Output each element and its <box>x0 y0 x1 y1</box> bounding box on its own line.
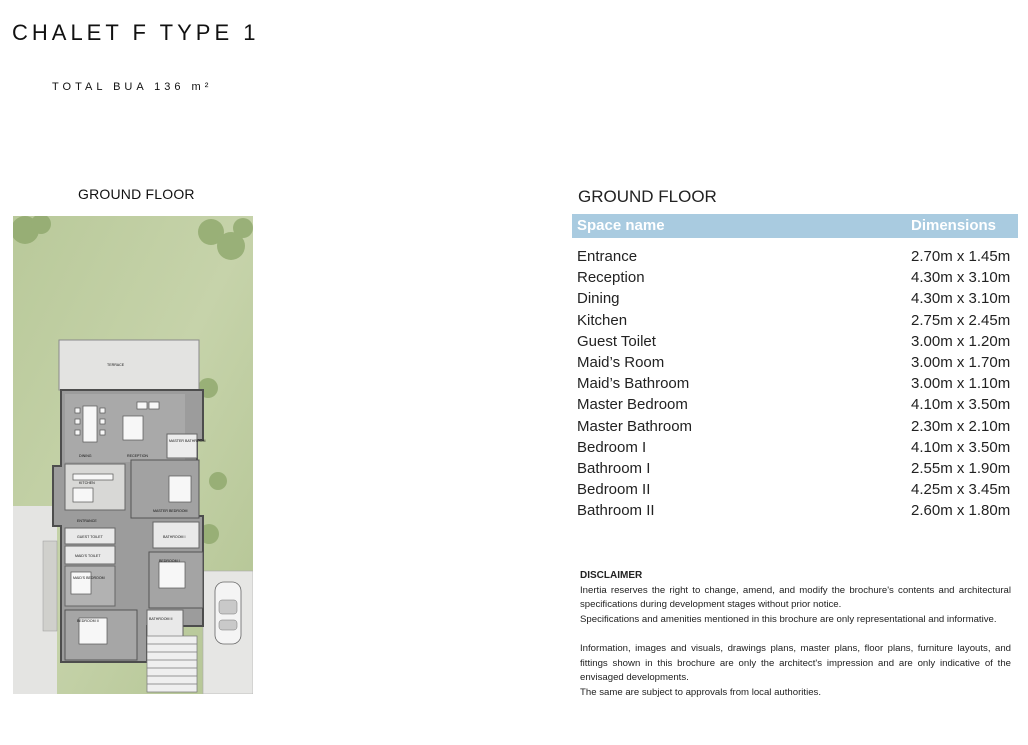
label-bathroom-2: BATHROOM II <box>149 617 173 621</box>
column-header-dimensions: Dimensions <box>911 217 997 234</box>
dimensions-cell: 2.75m x 2.45m <box>911 311 1011 329</box>
label-maids-toilet: MAID'S TOILET <box>75 554 101 558</box>
space-name-cell: Maid’s Bathroom <box>577 375 690 393</box>
dimensions-cell: 2.70m x 1.45m <box>911 248 1011 265</box>
table-row <box>577 480 1017 501</box>
dimensions-cell: 4.10m x 3.50m <box>911 438 1011 456</box>
table-row <box>577 417 1017 438</box>
bathroom-2 <box>147 610 183 640</box>
disclaimer <box>580 569 1011 700</box>
space-name-cell: Dining <box>577 290 620 308</box>
dimensions-cell: 2.30m x 2.10m <box>911 417 1011 435</box>
disclaimer-paragraph: Inertia reserves the right to change, amend, and modify the brochure's contents and architectural specifications during development stages without prior notice. <box>580 584 1011 611</box>
space-name-cell: Reception <box>577 269 645 287</box>
space-name-cell: Entrance <box>577 248 638 265</box>
space-name-cell: Bedroom II <box>577 481 651 499</box>
floor-plan <box>13 216 253 694</box>
disclaimer-paragraph: Information, images and visuals, drawings plans, master plans, floor plans, furniture layouts, and fittings shown in this brochure are only the architect's impression and are only indicative of the envisaged developments. <box>580 642 1011 684</box>
label-guest-toilet: GUEST TOILET <box>77 535 103 539</box>
table-row <box>577 438 1017 459</box>
dimensions-cell: 4.10m x 3.50m <box>911 396 1011 414</box>
page-title: CHALET F TYPE 1 <box>12 20 260 45</box>
column-header-space-name: Space name <box>577 217 665 234</box>
space-name-cell: Bathroom II <box>577 502 655 520</box>
plan-heading: GROUND FLOOR <box>78 186 195 202</box>
total-bua: TOTAL BUA 136 m² <box>52 81 213 93</box>
table-row <box>577 289 1017 310</box>
space-name-cell: Guest Toilet <box>577 332 656 350</box>
dimensions-cell: 4.30m x 3.10m <box>911 269 1011 287</box>
label-dining: DINING <box>79 454 92 458</box>
label-maids-bedroom: MAID'S BEDROOM <box>73 576 105 580</box>
space-name-cell: Kitchen <box>577 311 628 329</box>
label-terrace: TERRACE <box>107 363 125 367</box>
dimensions-cell: 3.00m x 1.10m <box>911 375 1011 393</box>
label-master-bedroom: MASTER BEDROOM <box>153 509 188 513</box>
space-name-cell: Master Bathroom <box>577 417 693 435</box>
car-icon <box>215 582 241 644</box>
space-name-cell: Bedroom I <box>577 438 647 456</box>
disclaimer-heading: DISCLAIMER <box>580 570 643 581</box>
disclaimer-paragraph: Specifications and amenities mentioned in this brochure are only representational and informative. <box>580 613 997 625</box>
table-row <box>577 501 1017 522</box>
dimensions-cell: 2.55m x 1.90m <box>911 459 1011 477</box>
dimensions-cell: 3.00m x 1.70m <box>911 353 1011 371</box>
table-row <box>577 247 1017 268</box>
master-bathroom <box>167 434 197 458</box>
space-name-cell: Bathroom I <box>577 459 651 477</box>
space-name-cell: Master Bedroom <box>577 396 688 414</box>
table-row <box>577 459 1017 480</box>
dimensions-table <box>577 247 1017 522</box>
dimensions-cell: 2.60m x 1.80m <box>911 502 1011 520</box>
label-master-bathroom: MASTER BATHROOM <box>169 439 206 443</box>
floor-plan-drawing <box>13 216 253 694</box>
table-row <box>577 353 1017 374</box>
stairs <box>147 636 197 692</box>
kitchen <box>65 464 125 510</box>
label-bedroom-2: BEDROOM II <box>77 619 99 623</box>
table-row <box>577 395 1017 416</box>
table-row <box>577 311 1017 332</box>
space-name-cell: Maid’s Room <box>577 353 665 371</box>
dimensions-cell: 3.00m x 1.20m <box>911 332 1011 350</box>
terrace <box>59 340 199 390</box>
table-row <box>577 374 1017 395</box>
label-bathroom-1: BATHROOM I <box>163 535 186 539</box>
table-row <box>577 268 1017 289</box>
label-bedroom-1: BEDROOM I <box>159 559 180 563</box>
table-heading: GROUND FLOOR <box>578 187 717 206</box>
disclaimer-paragraph: The same are subject to approvals from local authorities. <box>580 686 822 698</box>
label-reception: RECEPTION <box>127 454 148 458</box>
label-kitchen: KITCHEN <box>79 481 95 485</box>
table-header <box>572 214 1018 238</box>
dimensions-cell: 4.30m x 3.10m <box>911 290 1011 308</box>
table-row <box>577 332 1017 353</box>
label-entrance: ENTRANCE <box>77 519 97 523</box>
dimensions-cell: 4.25m x 3.45m <box>911 481 1011 499</box>
